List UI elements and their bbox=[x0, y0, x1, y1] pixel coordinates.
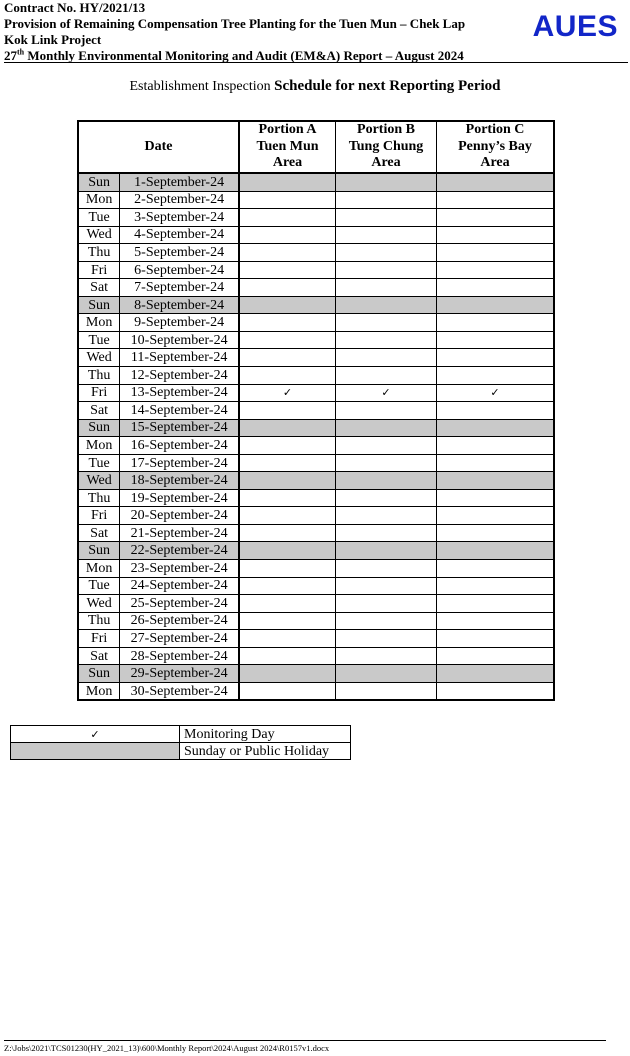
day-cell: Thu bbox=[78, 489, 120, 507]
portion-b-cell bbox=[336, 331, 437, 349]
portion-a-cell: ✓ bbox=[239, 384, 336, 402]
footer-divider bbox=[4, 1040, 606, 1041]
portion-b-cell bbox=[336, 682, 437, 700]
day-cell: Thu bbox=[78, 244, 120, 262]
portion-a-cell bbox=[239, 682, 336, 700]
portion-b-cell bbox=[336, 630, 437, 648]
table-row bbox=[78, 367, 554, 385]
portion-b-cell bbox=[336, 595, 437, 613]
date-cell: 25-September-24 bbox=[120, 595, 239, 613]
holiday-swatch bbox=[11, 743, 180, 760]
portion-b-cell bbox=[336, 542, 437, 560]
portion-b-cell bbox=[336, 489, 437, 507]
day-cell: Wed bbox=[78, 226, 120, 244]
portion-b-cell bbox=[336, 472, 437, 490]
portion-c-cell bbox=[437, 647, 555, 665]
portion-b-cell bbox=[336, 314, 437, 332]
date-cell: 29-September-24 bbox=[120, 665, 239, 683]
legend-table bbox=[10, 725, 351, 760]
portion-a-cell bbox=[239, 261, 336, 279]
day-cell: Wed bbox=[78, 472, 120, 490]
portion-b-header bbox=[336, 121, 437, 173]
portion-c-area: Area bbox=[480, 155, 510, 171]
inspection-schedule-table bbox=[77, 120, 555, 701]
portion-b-cell bbox=[336, 402, 437, 420]
table-row bbox=[78, 261, 554, 279]
date-cell: 12-September-24 bbox=[120, 367, 239, 385]
date-cell: 13-September-24 bbox=[120, 384, 239, 402]
table-header-row bbox=[78, 121, 554, 173]
day-cell: Sat bbox=[78, 402, 120, 420]
date-cell: 24-September-24 bbox=[120, 577, 239, 595]
day-cell: Mon bbox=[78, 437, 120, 455]
report-ordinal: th bbox=[17, 47, 25, 57]
portion-a-cell bbox=[239, 595, 336, 613]
project-title-line2: Kok Link Project bbox=[4, 32, 102, 47]
portion-c-cell bbox=[437, 542, 555, 560]
portion-a-cell bbox=[239, 209, 336, 227]
header-divider bbox=[4, 62, 628, 63]
portion-b-cell bbox=[336, 560, 437, 578]
portion-a-cell bbox=[239, 244, 336, 262]
date-cell: 5-September-24 bbox=[120, 244, 239, 262]
date-cell: 15-September-24 bbox=[120, 419, 239, 437]
portion-b-cell bbox=[336, 437, 437, 455]
table-row bbox=[78, 349, 554, 367]
day-cell: Fri bbox=[78, 507, 120, 525]
table-row bbox=[78, 577, 554, 595]
portion-c-label: Portion C bbox=[465, 122, 525, 138]
portion-c-cell bbox=[437, 612, 555, 630]
portion-a-cell bbox=[239, 577, 336, 595]
table-row bbox=[78, 630, 554, 648]
table-row bbox=[78, 560, 554, 578]
day-cell: Mon bbox=[78, 682, 120, 700]
table-row bbox=[78, 472, 554, 490]
portion-c-cell bbox=[437, 296, 555, 314]
portion-c-cell bbox=[437, 314, 555, 332]
portion-a-cell bbox=[239, 314, 336, 332]
date-cell: 22-September-24 bbox=[120, 542, 239, 560]
date-cell: 1-September-24 bbox=[120, 173, 239, 191]
portion-c-cell bbox=[437, 349, 555, 367]
portion-c-cell bbox=[437, 454, 555, 472]
portion-b-cell bbox=[336, 296, 437, 314]
date-cell: 16-September-24 bbox=[120, 437, 239, 455]
portion-a-cell bbox=[239, 191, 336, 209]
table-row bbox=[78, 209, 554, 227]
portion-a-label: Portion A bbox=[258, 122, 317, 138]
portion-c-cell bbox=[437, 577, 555, 595]
portion-c-cell bbox=[437, 367, 555, 385]
portion-c-cell bbox=[437, 665, 555, 683]
table-row bbox=[78, 437, 554, 455]
portion-b-cell bbox=[336, 244, 437, 262]
portion-c-cell bbox=[437, 209, 555, 227]
portion-c-name: Penny’s Bay bbox=[458, 138, 532, 154]
date-cell: 23-September-24 bbox=[120, 560, 239, 578]
portion-a-cell bbox=[239, 279, 336, 297]
day-cell: Thu bbox=[78, 612, 120, 630]
table-row bbox=[78, 384, 554, 402]
portion-c-header bbox=[437, 121, 555, 173]
date-cell: 17-September-24 bbox=[120, 454, 239, 472]
table-row bbox=[78, 524, 554, 542]
day-cell: Tue bbox=[78, 577, 120, 595]
file-path-footer: Z:\Jobs\2021\TCS01230(HY_2021_13)\600\Monthly Report\2024\August 2024\R0157v1.docx bbox=[4, 1043, 330, 1053]
legend-row-holiday bbox=[11, 743, 351, 760]
portion-b-cell bbox=[336, 419, 437, 437]
portion-c-cell bbox=[437, 630, 555, 648]
date-cell: 26-September-24 bbox=[120, 612, 239, 630]
portion-b-cell bbox=[336, 612, 437, 630]
date-cell: 3-September-24 bbox=[120, 209, 239, 227]
table-row bbox=[78, 402, 554, 420]
aues-logo: AUES bbox=[532, 10, 618, 43]
day-cell: Wed bbox=[78, 595, 120, 613]
portion-c-cell bbox=[437, 524, 555, 542]
portion-b-cell bbox=[336, 647, 437, 665]
day-cell: Sat bbox=[78, 279, 120, 297]
day-cell: Mon bbox=[78, 191, 120, 209]
portion-a-cell bbox=[239, 507, 336, 525]
date-cell: 19-September-24 bbox=[120, 489, 239, 507]
portion-c-cell bbox=[437, 595, 555, 613]
date-cell: 8-September-24 bbox=[120, 296, 239, 314]
legend-monitoring-label: Monitoring Day bbox=[180, 726, 351, 743]
portion-b-cell: ✓ bbox=[336, 384, 437, 402]
report-number: 27 bbox=[4, 48, 17, 63]
portion-c-cell: ✓ bbox=[437, 384, 555, 402]
portion-a-cell bbox=[239, 454, 336, 472]
portion-b-cell bbox=[336, 349, 437, 367]
portion-b-cell bbox=[336, 191, 437, 209]
day-cell: Sun bbox=[78, 665, 120, 683]
portion-c-cell bbox=[437, 472, 555, 490]
title-part1: Establishment Inspection bbox=[129, 79, 275, 94]
date-cell: 11-September-24 bbox=[120, 349, 239, 367]
page-title bbox=[0, 78, 630, 95]
date-cell: 9-September-24 bbox=[120, 314, 239, 332]
portion-a-cell bbox=[239, 489, 336, 507]
date-cell: 7-September-24 bbox=[120, 279, 239, 297]
portion-c-cell bbox=[437, 402, 555, 420]
table-row bbox=[78, 226, 554, 244]
date-cell: 27-September-24 bbox=[120, 630, 239, 648]
portion-a-cell bbox=[239, 437, 336, 455]
portion-c-cell bbox=[437, 279, 555, 297]
schedule-body bbox=[78, 173, 554, 700]
portion-b-cell bbox=[336, 665, 437, 683]
date-cell: 21-September-24 bbox=[120, 524, 239, 542]
portion-c-cell bbox=[437, 437, 555, 455]
day-cell: Wed bbox=[78, 349, 120, 367]
day-cell: Fri bbox=[78, 384, 120, 402]
day-cell: Tue bbox=[78, 454, 120, 472]
day-cell: Mon bbox=[78, 314, 120, 332]
table-row bbox=[78, 331, 554, 349]
project-title-line1: Provision of Remaining Compensation Tree Planting for the Tuen Mun – Chek Lap bbox=[4, 16, 466, 31]
table-row bbox=[78, 314, 554, 332]
date-cell: 28-September-24 bbox=[120, 647, 239, 665]
portion-c-cell bbox=[437, 173, 555, 191]
portion-b-area: Area bbox=[371, 155, 401, 171]
portion-c-cell bbox=[437, 419, 555, 437]
portion-a-cell bbox=[239, 331, 336, 349]
portion-a-cell bbox=[239, 542, 336, 560]
portion-a-cell bbox=[239, 472, 336, 490]
portion-b-cell bbox=[336, 226, 437, 244]
portion-c-cell bbox=[437, 682, 555, 700]
portion-b-cell bbox=[336, 524, 437, 542]
portion-b-cell bbox=[336, 279, 437, 297]
day-cell: Sun bbox=[78, 296, 120, 314]
portion-a-area: Area bbox=[272, 155, 303, 171]
portion-a-cell bbox=[239, 173, 336, 191]
portion-a-cell bbox=[239, 402, 336, 420]
contract-number: Contract No. HY/2021/13 bbox=[4, 0, 146, 15]
table-row bbox=[78, 419, 554, 437]
portion-c-cell bbox=[437, 507, 555, 525]
day-cell: Tue bbox=[78, 209, 120, 227]
portion-a-cell bbox=[239, 560, 336, 578]
table-row bbox=[78, 595, 554, 613]
table-row bbox=[78, 489, 554, 507]
day-cell: Sat bbox=[78, 647, 120, 665]
portion-b-label: Portion B bbox=[357, 122, 415, 138]
date-cell: 30-September-24 bbox=[120, 682, 239, 700]
portion-b-cell bbox=[336, 261, 437, 279]
portion-a-cell bbox=[239, 524, 336, 542]
day-cell: Tue bbox=[78, 331, 120, 349]
day-cell: Sun bbox=[78, 173, 120, 191]
date-cell: 10-September-24 bbox=[120, 331, 239, 349]
day-cell: Fri bbox=[78, 630, 120, 648]
portion-b-cell bbox=[336, 173, 437, 191]
title-part2: Schedule for next Reporting Period bbox=[274, 78, 501, 94]
portion-a-cell bbox=[239, 296, 336, 314]
date-cell: 18-September-24 bbox=[120, 472, 239, 490]
portion-b-cell bbox=[336, 367, 437, 385]
table-row bbox=[78, 244, 554, 262]
portion-c-cell bbox=[437, 560, 555, 578]
day-cell: Sun bbox=[78, 419, 120, 437]
report-title-rest: Monthly Environmental Monitoring and Audit (EM&A) Report – August 2024 bbox=[24, 48, 464, 63]
table-row bbox=[78, 542, 554, 560]
portion-a-name: Tuen Mun bbox=[256, 138, 319, 154]
table-row bbox=[78, 191, 554, 209]
portion-a-cell bbox=[239, 226, 336, 244]
portion-c-cell bbox=[437, 331, 555, 349]
portion-a-cell bbox=[239, 367, 336, 385]
day-cell: Fri bbox=[78, 261, 120, 279]
portion-b-name: Tung Chung bbox=[348, 138, 424, 154]
portion-a-cell bbox=[239, 665, 336, 683]
date-cell: 6-September-24 bbox=[120, 261, 239, 279]
portion-c-cell bbox=[437, 489, 555, 507]
portion-c-cell bbox=[437, 226, 555, 244]
date-column-header: Date bbox=[78, 121, 239, 173]
page-header bbox=[4, 0, 624, 63]
table-row bbox=[78, 454, 554, 472]
table-row bbox=[78, 647, 554, 665]
portion-a-cell bbox=[239, 612, 336, 630]
date-cell: 2-September-24 bbox=[120, 191, 239, 209]
portion-a-header bbox=[239, 121, 336, 173]
legend-row-monitoring bbox=[11, 726, 351, 743]
portion-b-cell bbox=[336, 577, 437, 595]
date-cell: 4-September-24 bbox=[120, 226, 239, 244]
table-row bbox=[78, 279, 554, 297]
table-row bbox=[78, 173, 554, 191]
table-row bbox=[78, 665, 554, 683]
portion-b-cell bbox=[336, 507, 437, 525]
legend-holiday-label: Sunday or Public Holiday bbox=[180, 743, 351, 760]
check-icon: ✓ bbox=[11, 726, 180, 743]
portion-c-cell bbox=[437, 191, 555, 209]
table-row bbox=[78, 296, 554, 314]
date-cell: 20-September-24 bbox=[120, 507, 239, 525]
portion-c-cell bbox=[437, 261, 555, 279]
date-cell: 14-September-24 bbox=[120, 402, 239, 420]
table-row bbox=[78, 682, 554, 700]
portion-a-cell bbox=[239, 349, 336, 367]
portion-a-cell bbox=[239, 630, 336, 648]
day-cell: Sat bbox=[78, 524, 120, 542]
portion-b-cell bbox=[336, 209, 437, 227]
table-row bbox=[78, 507, 554, 525]
day-cell: Thu bbox=[78, 367, 120, 385]
portion-b-cell bbox=[336, 454, 437, 472]
day-cell: Sun bbox=[78, 542, 120, 560]
portion-a-cell bbox=[239, 647, 336, 665]
day-cell: Mon bbox=[78, 560, 120, 578]
portion-c-cell bbox=[437, 244, 555, 262]
table-row bbox=[78, 612, 554, 630]
portion-a-cell bbox=[239, 419, 336, 437]
